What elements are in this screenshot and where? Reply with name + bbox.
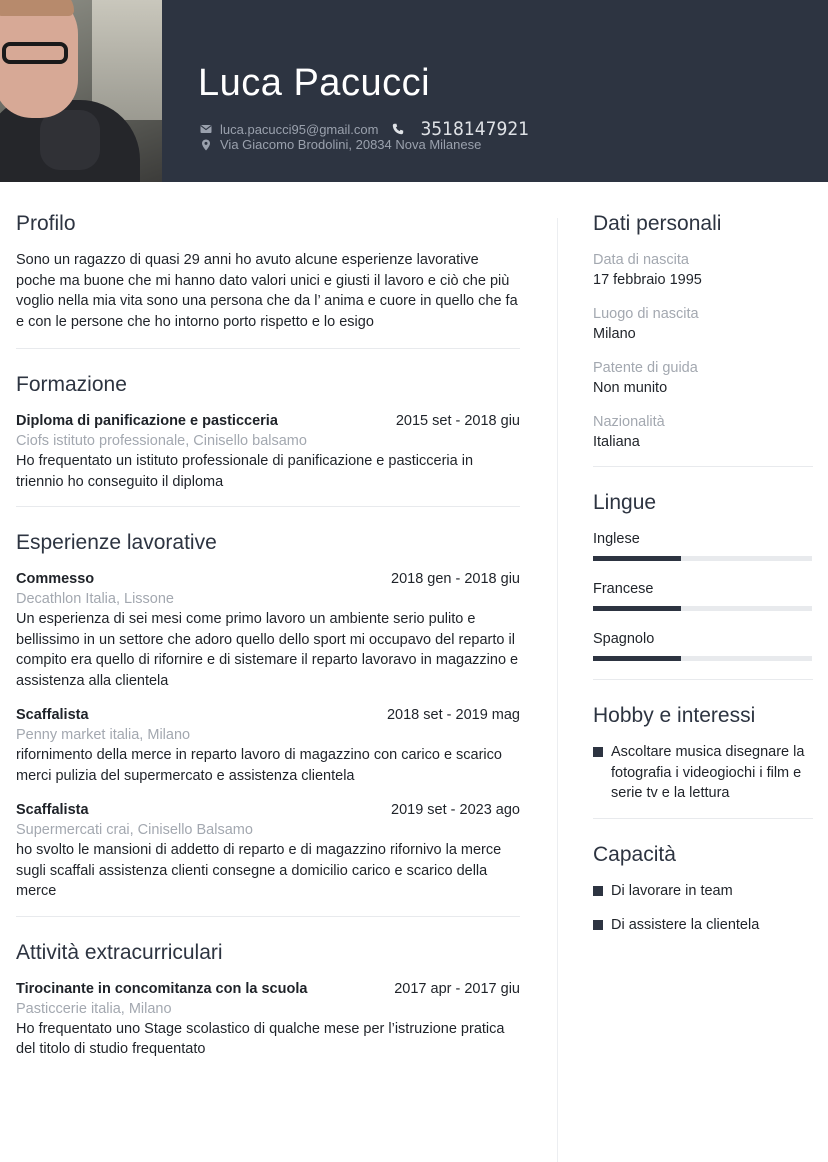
column-divider <box>557 218 558 1162</box>
language-item <box>593 629 813 661</box>
section-hobby <box>593 704 813 804</box>
language-level-fill <box>593 606 681 611</box>
language-name: Inglese <box>593 531 640 547</box>
section-title: Hobby e interessi <box>593 704 756 727</box>
entry-title: Commesso <box>16 571 95 587</box>
entry-date: 2015 set - 2018 giu <box>395 413 520 429</box>
location-pin-icon <box>200 139 212 151</box>
entry-description: rifornimento della merce in reparto lavoro di magazzino con carico e scarico merci pulizia del supermercato e assistenza clientela <box>16 747 502 784</box>
entry-description: ho svolto le mansioni di addetto di reparto e di magazzino rifornivo la merce sugli scaffali assistenza clienti consegne a domicilio carico e scarico della merce <box>16 842 502 899</box>
main-column <box>16 212 520 1074</box>
personal-data-value: Italiana <box>593 434 640 450</box>
entry-company: Penny market italia, Milano <box>16 727 191 743</box>
entry-date: 2019 set - 2023 ago <box>391 802 520 818</box>
divider <box>593 466 813 467</box>
entry-title: Tirocinante in concomitanza con la scuola <box>16 980 308 997</box>
entry-title: Scaffalista <box>16 802 89 818</box>
hobby-item <box>593 742 813 804</box>
divider <box>16 916 520 917</box>
language-name: Spagnolo <box>593 631 655 647</box>
language-item <box>593 579 813 611</box>
bullet-square-icon <box>593 747 603 757</box>
language-level-bar <box>593 556 812 561</box>
divider <box>16 348 520 349</box>
divider <box>593 679 813 680</box>
section-title: Attività extracurriculari <box>16 940 223 964</box>
profile-text: Sono un ragazzo di quasi 29 anni ho avuto alcune esperienze lavorative poche ma buone che mi hanno dato valori unici e giusti il lavoro e ciò che più voglio nella mia vita sono una persona che da l’ anima e cuore in quello che fa e con le persone che ho intorno porto rispetto e lo esigo <box>16 252 518 330</box>
personal-data-value: 17 febbraio 1995 <box>593 272 702 288</box>
entry-institution: Ciofs istituto professionale, Cinisello balsamo <box>16 433 307 449</box>
entry-date: 2017 apr - 2017 giu <box>394 980 520 997</box>
language-level-bar <box>593 656 812 661</box>
section-title: Dati personali <box>593 212 722 235</box>
phone-icon <box>392 123 404 135</box>
personal-data-value: Non munito <box>593 380 668 396</box>
skill-text: Di lavorare in team <box>611 882 733 899</box>
experience-entry <box>16 800 520 902</box>
entry-title: Diploma di panificazione e pasticceria <box>16 413 278 429</box>
section-formazione <box>16 373 520 492</box>
divider <box>16 506 520 507</box>
bullet-square-icon <box>593 920 603 930</box>
language-item <box>593 529 813 561</box>
entry-description: Ho frequentato uno Stage scolastico di qualche mese per l’istruzione pratica del titolo di studio frequentato <box>16 1020 505 1057</box>
section-profilo <box>16 212 520 332</box>
education-entry <box>16 411 520 492</box>
personal-data-value: Milano <box>593 326 636 342</box>
section-extracurriculari <box>16 941 520 1060</box>
entry-date: 2018 gen - 2018 giu <box>391 571 520 587</box>
personal-data-label: Nazionalità <box>593 414 665 430</box>
section-esperienze <box>16 531 520 902</box>
entry-company: Decathlon Italia, Lissone <box>16 591 174 607</box>
language-level-bar <box>593 606 812 611</box>
skill-item <box>593 881 813 902</box>
activity-entry <box>16 979 520 1060</box>
section-title: Formazione <box>16 373 127 396</box>
section-dati-personali <box>593 212 813 452</box>
contact-address: Via Giacomo Brodolini, 20834 Nova Milanese <box>220 137 482 152</box>
language-level-fill <box>593 656 681 661</box>
section-title: Capacità <box>593 842 676 866</box>
entry-description: Un esperienza di sei mesi come primo lavoro un ambiente serio pulito e bellissimo in un settore che adoro quello dello sport mi occupavo del reparto il compito era quello di rifornire e di sistemare il reparto lavoravo in magazzino e assistenza alla clientela <box>16 611 519 689</box>
entry-company: Pasticcerie italia, Milano <box>16 1000 172 1017</box>
section-title: Esperienze lavorative <box>16 531 217 554</box>
envelope-icon <box>200 123 212 135</box>
contact-email[interactable]: luca.pacucci95@gmail.com <box>220 121 379 137</box>
entry-title: Scaffalista <box>16 707 89 723</box>
contact-address-row <box>200 137 481 152</box>
personal-data-label: Patente di guida <box>593 360 698 376</box>
section-capacita <box>593 843 813 936</box>
sidebar-column <box>593 212 813 950</box>
experience-entry <box>16 705 520 786</box>
experience-entry <box>16 569 520 691</box>
personal-data-label: Data di nascita <box>593 252 689 268</box>
bullet-square-icon <box>593 886 603 896</box>
section-lingue <box>593 491 813 661</box>
skill-text: Di assistere la clientela <box>611 917 760 933</box>
candidate-name: Luca Pacucci <box>198 62 431 104</box>
language-name: Francese <box>593 581 654 597</box>
entry-company: Supermercati crai, Cinisello Balsamo <box>16 822 253 838</box>
entry-date: 2018 set - 2019 mag <box>386 707 520 723</box>
divider <box>593 818 813 819</box>
entry-description: Ho frequentato un istituto professionale di panificazione e pasticceria in triennio ho conseguito il diploma <box>16 453 474 490</box>
language-level-fill <box>593 556 681 561</box>
section-title: Lingue <box>593 491 657 514</box>
skill-item <box>593 915 813 936</box>
header-banner <box>0 0 828 182</box>
section-title: Profilo <box>16 212 76 235</box>
hobby-text: Ascoltare musica disegnare la fotografia i videogiochi i film e serie tv e la lettura <box>611 744 805 801</box>
contact-phone[interactable]: 3518147921 <box>420 118 530 140</box>
personal-data-label: Luogo di nascita <box>593 306 699 322</box>
profile-photo <box>0 0 162 182</box>
